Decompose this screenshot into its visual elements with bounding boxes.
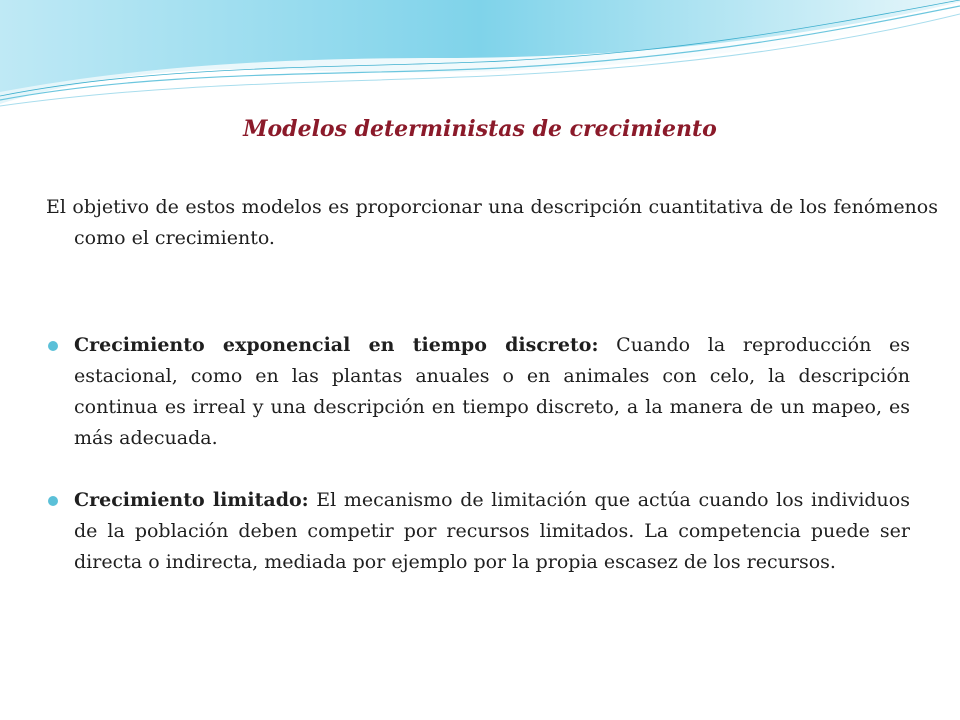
- bullet-term: Crecimiento exponencial en tiempo discreto:: [74, 334, 599, 356]
- intro-paragraph: El objetivo de estos modelos es proporcionar una descripción cuantitativa de los fenómenos como el crecimiento.: [46, 196, 938, 249]
- header-wave-decoration: [0, 0, 960, 110]
- bullet-dot-icon: [48, 341, 58, 351]
- slide-title: Modelos deterministas de crecimiento: [243, 116, 717, 142]
- bullet-item-limited: [46, 485, 910, 578]
- bullet-list: [46, 330, 910, 578]
- bullet-text: El mecanismo de limitación que actúa cuando los individuos de la población deben competir por recursos limitados. La competencia puede ser directa o indirecta, mediada por ejemplo por la propia escasez de los recursos.: [74, 489, 910, 573]
- bullet-term: Crecimiento limitado:: [74, 489, 309, 511]
- wave-front: [0, 0, 960, 92]
- bullet-item-exponential: [46, 330, 910, 454]
- bullet-text: Cuando la reproducción es estacional, como en las plantas anuales o en animales con celo, la descripción continua es irreal y una descripción en tiempo discreto, a la manera de un mapeo, es más adecuada.: [74, 334, 910, 449]
- bullet-dot-icon: [48, 496, 58, 506]
